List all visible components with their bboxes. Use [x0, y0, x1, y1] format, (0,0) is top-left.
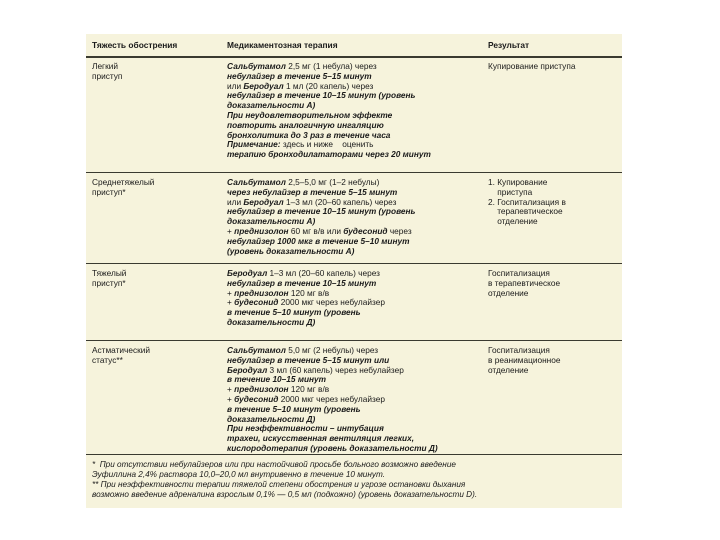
therapy-line: трахеи, искусственная вентиляция легких, [227, 433, 415, 444]
therapy-line: При неудовлетворительном эффекте [227, 109, 393, 120]
severity-line: Астматический [92, 345, 151, 355]
therapy-line: доказательности А) [227, 100, 316, 111]
header-therapy: Медикаментозная терапия [227, 40, 338, 50]
therapy-line: доказательности Д) [227, 316, 316, 327]
therapy-line: небулайзер 1000 мкг в течение 5–10 минут [227, 235, 410, 246]
row-result [488, 178, 566, 227]
therapy-line: Примечание: здесь и ниже оценить [227, 139, 374, 150]
footnote-line: * При отсутствии небулайзеров или при настойчивой просьбе больного возможно введение [92, 460, 456, 469]
therapy-line: Сальбутамол 5,0 мг (2 небулы) через [227, 345, 379, 355]
therapy-line: в течение 5–10 минут (уровень [227, 403, 361, 414]
therapy-line: При неэффективности – интубация [227, 423, 384, 434]
result-line: Купирование приступа [488, 61, 576, 71]
therapy-table [86, 34, 622, 508]
therapy-line: + преднизолон 120 мг в/в [227, 384, 330, 395]
row-therapy [227, 62, 431, 160]
therapy-line: бронхолитика до 3 раз в течение часа [227, 129, 391, 140]
therapy-line: небулайзер в течение 10–15 минут (уровень [227, 206, 416, 217]
therapy-line: доказательности Д) [227, 413, 316, 424]
header-divider [86, 56, 622, 58]
severity-line: приступ [92, 70, 123, 81]
therapy-line: терапию бронходилататорами через 20 минут [227, 149, 431, 160]
row-severity [92, 269, 126, 289]
result-line: 2. Госпитализация в [488, 196, 566, 207]
therapy-line: доказательности А) [227, 216, 316, 227]
therapy-line: повторить аналогичную ингаляцию [227, 119, 384, 130]
therapy-line: небулайзер в течение 5–15 минут или [227, 354, 390, 365]
row-severity [92, 346, 150, 366]
row-result [488, 269, 560, 298]
therapy-line: (уровень доказательности А) [227, 245, 355, 256]
therapy-line: + будесонид 2000 мкг через небулайзер [227, 297, 385, 308]
therapy-line: небулайзер в течение 10–15 минут (уровень [227, 90, 416, 101]
result-line: в реанимационное [488, 354, 561, 365]
row-result [488, 346, 560, 375]
therapy-line: или Беродуал 1 мл (20 капель) через [227, 80, 374, 91]
footnote-line: возможно введение адреналина взрослым 0,1% — 0,5 мл (подкожно) (уровень доказательности D). [92, 490, 478, 499]
therapy-line: Беродуал 1–3 мл (20–60 капель) через [227, 268, 380, 278]
therapy-line: Беродуал 3 мл (60 капель) через небулайзер [227, 364, 404, 375]
therapy-line: в течение 10–15 минут [227, 374, 327, 385]
therapy-line: Сальбутамол 2,5–5,0 мг (1–2 небулы) [227, 177, 380, 187]
footnote-line: ** При неэффективности терапии тяжелой степени обострения и угрозе остановки дыхания [92, 480, 466, 489]
row-result [488, 62, 575, 72]
severity-line: статус** [92, 354, 123, 365]
row-therapy [227, 346, 438, 454]
result-line: Госпитализация [488, 268, 550, 278]
severity-line: Легкий [92, 61, 118, 71]
header-result: Результат [488, 40, 530, 50]
result-line: в терапевтическое [488, 277, 561, 288]
row-divider [86, 263, 622, 264]
row-divider [86, 172, 622, 173]
result-line: отделение [488, 216, 538, 227]
therapy-line: в течение 5–10 минут (уровень [227, 307, 361, 318]
therapy-line: кислородотерапия (уровень доказательности Д) [227, 442, 438, 453]
therapy-line: через небулайзер в течение 5–15 минут [227, 186, 398, 197]
severity-line: Тяжелый [92, 268, 127, 278]
result-line: приступа [488, 186, 533, 197]
result-line: отделение [488, 364, 529, 375]
row-severity [92, 178, 154, 198]
therapy-line: Сальбутамол 2,5 мг (1 небула) через [227, 61, 377, 71]
severity-line: Среднетяжелый [92, 177, 155, 187]
therapy-line: + будесонид 2000 мкг через небулайзер [227, 393, 385, 404]
result-line: терапевтическое [488, 206, 563, 217]
header-severity: Тяжесть обострения [92, 40, 178, 50]
result-line: Госпитализация [488, 345, 550, 355]
severity-line: приступ* [92, 277, 126, 288]
result-line: 1. Купирование [488, 177, 548, 187]
therapy-line: небулайзер в течение 10–15 минут [227, 277, 377, 288]
therapy-line: + преднизолон 60 мг в/в или будесонид через [227, 225, 412, 236]
footnote-line: Эуфиллина 2,4% раствора 10,0–20,0 мл внутривенно в течение 10 минут. [92, 470, 385, 479]
therapy-line: небулайзер в течение 5–15 минут [227, 70, 372, 81]
row-therapy [227, 269, 385, 328]
therapy-line: или Беродуал 1–3 мл (20–60 капель) через [227, 196, 397, 207]
therapy-line: + преднизолон 120 мг в/в [227, 287, 330, 298]
result-line: отделение [488, 287, 529, 298]
row-divider [86, 340, 622, 341]
severity-line: приступ* [92, 186, 126, 197]
row-therapy [227, 178, 415, 256]
row-divider [86, 454, 622, 455]
row-severity [92, 62, 122, 82]
